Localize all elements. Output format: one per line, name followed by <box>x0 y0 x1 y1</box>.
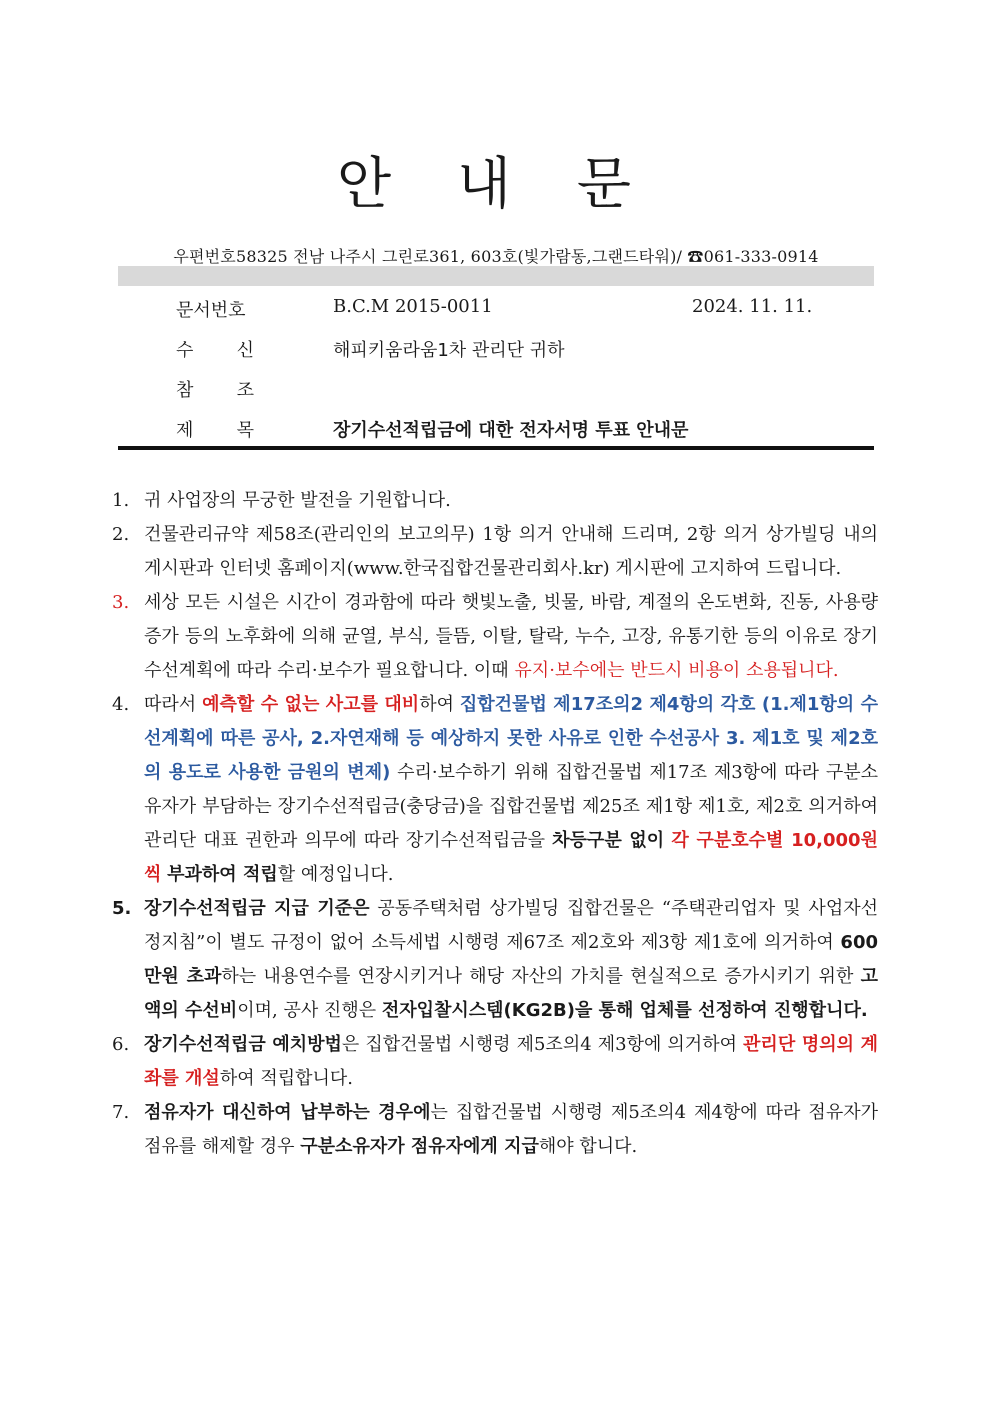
item-text-segment: 부과하여 적립 <box>167 864 278 885</box>
item-text-segment: 할 예정입니다. <box>277 864 394 885</box>
header-divider-bar <box>118 266 874 286</box>
item-text-segment: 고액의 수선비 <box>144 966 878 1021</box>
item-text-segment: 세상 모든 시설은 시간이 경과함에 따라 햇빛노출, 빗물, 바람, 계절의 온도변화, 진동, 사용량 증가 등의 노후화에 의해 균열, 부식, 들뜸, 이탈, 탈락, 누수, 고장, 유통기한 등의 이유로 장기수선계획에 따라 수리·보수가 필요합니다. 이때 <box>144 592 878 681</box>
doc-number-value: B.C.M 2015-0011 <box>333 296 493 317</box>
item-number: 5. <box>112 898 132 919</box>
item-text <box>144 1096 878 1164</box>
item-text-segment: 관리단 명의의 계좌를 개설 <box>144 1034 878 1089</box>
notice-items <box>112 484 878 1164</box>
item-text-segment: 건물관리규약 제58조(관리인의 보고의무) 1항 의거 안내해 드리며, 2항 의거 상가빌딩 내의 게시판과 인터넷 홈페이지(www.한국집합건물관리회사.kr) 게시판에 고지하여 드립니다. <box>144 524 878 579</box>
item-text-segment: 600만원 초과 <box>144 932 878 987</box>
item-text-segment: 해야 합니다. <box>538 1136 638 1157</box>
item-text-segment: 전자입찰시스템(KG2B)을 통해 업체를 선정하여 진행합니다. <box>381 1000 868 1021</box>
item-text <box>144 484 878 518</box>
reference-label: 참 조 <box>176 380 254 401</box>
subject-label: 제 목 <box>176 420 254 441</box>
item-text-segment: 공동주택처럼 상가빌딩 집합건물은 “주택관리업자 및 사업자선정지침”이 별도 규정이 없어 소득세법 시행령 제67조 제2호와 제3항 제1호에 의거하여 <box>144 898 878 953</box>
document-title: 안 내 문 <box>337 152 655 217</box>
item-text-segment: 구분소유자가 점유자에게 지급 <box>300 1136 539 1157</box>
notice-item <box>112 484 878 518</box>
recipient-label: 수 신 <box>176 340 254 361</box>
item-number: 7. <box>112 1102 130 1123</box>
item-text <box>144 586 878 688</box>
notice-item <box>112 892 878 1028</box>
item-text-segment: 점유자가 대신하여 납부하는 경우에 <box>144 1102 431 1123</box>
header-bottom-rule <box>118 446 874 450</box>
item-text-segment: 장기수선적립금 지급 기준은 <box>144 898 370 919</box>
item-text-segment: 예측할 수 없는 사고를 대비 <box>202 694 420 715</box>
item-text-segment: 하여 적립합니다. <box>219 1068 353 1089</box>
subject-value: 장기수선적립금에 대한 전자서명 투표 안내문 <box>333 420 689 441</box>
item-text-segment: 장기수선적립금 예치방법 <box>144 1034 342 1055</box>
item-text-segment: 따라서 <box>144 694 203 715</box>
item-text <box>144 688 878 892</box>
item-text-segment: 이며, 공사 진행은 <box>237 1000 382 1021</box>
subject-row <box>0 416 992 442</box>
item-text-segment: 차등구분 없이 <box>552 830 665 851</box>
item-number: 6. <box>112 1034 130 1055</box>
item-text-segment: 유지·보수에는 반드시 비용이 소용됩니다. <box>514 660 839 681</box>
item-number: 3. <box>112 592 130 613</box>
doc-number-label: 문서번호 <box>176 300 246 321</box>
item-text <box>144 1028 878 1096</box>
recipient-row <box>0 336 992 362</box>
notice-item <box>112 1096 878 1164</box>
doc-number-row <box>0 296 992 322</box>
item-number: 1. <box>112 490 130 511</box>
notice-item <box>112 1028 878 1096</box>
notice-item <box>112 688 878 892</box>
item-number: 2. <box>112 524 130 545</box>
item-text-segment: 하는 내용연수를 연장시키거나 해당 자산의 가치를 현실적으로 증가시키기 위한 <box>221 966 861 987</box>
item-text-segment: 집합건물법 제17조의2 제4항의 각호 (1.제1항의 수선계획에 따른 공사, 2.자연재해 등 예상하지 못한 사유로 인한 수선공사 3. 제1호 및 제2호의 용도로 사용한 금원의 변제) <box>144 694 879 783</box>
item-text-segment: 는 집합건물법 시행령 제5조의4 제4항에 따라 점유자가 점유를 해제할 경우 <box>144 1102 878 1157</box>
item-text-segment: 귀 사업장의 무궁한 발전을 기원합니다. <box>144 490 451 511</box>
item-text-segment: 은 집합건물법 시행령 제5조의4 제3항에 의거하여 <box>341 1034 744 1055</box>
recipient-value: 해피키움라움1차 관리단 귀하 <box>333 340 565 361</box>
reference-row <box>0 376 992 402</box>
item-text <box>144 892 878 1028</box>
item-text-segment: 수리·보수하기 위해 집합건물법 제17조 제3항에 따라 구분소유자가 부담하는 장기수선적립금(충당금)을 집합건물법 제25조 제1항 제1호, 제2호 의거하여 관리단 대표 권한과 의무에 따라 장기수선적립금을 <box>144 762 878 851</box>
notice-item <box>112 518 878 586</box>
item-text-segment: 각 구분호수별 10,000원씩 <box>144 830 878 885</box>
item-text <box>144 518 878 586</box>
item-number: 4. <box>112 694 130 715</box>
notice-item <box>112 586 878 688</box>
item-text-segment: 하여 <box>419 694 460 715</box>
sender-address: 우편번호58325 전남 나주시 그린로361, 603호(빛가람동,그랜드타워)/ ☎061-333-0914 <box>173 247 819 266</box>
doc-date: 2024. 11. 11. <box>692 296 813 317</box>
